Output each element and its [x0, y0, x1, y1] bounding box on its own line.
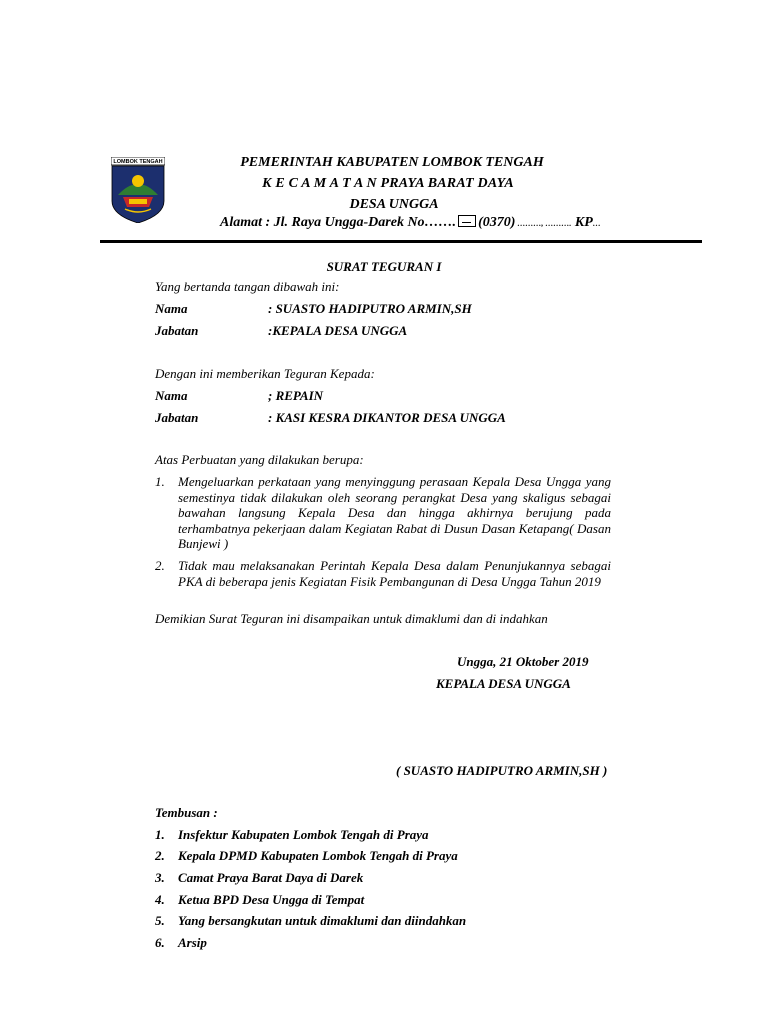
cc-text: Insfektur Kabupaten Lombok Tengah di Praya	[178, 827, 429, 842]
cc-label: Tembusan :	[155, 805, 218, 820]
reason-number: 2.	[155, 558, 165, 573]
cc-item	[155, 913, 466, 929]
cc-item	[155, 870, 363, 886]
header-divider	[100, 240, 702, 243]
reason-number: 1.	[155, 474, 165, 489]
intro-text: Yang bertanda tangan dibawah ini:	[155, 279, 340, 294]
signature-name: ( SUASTO HADIPUTRO ARMIN,SH )	[396, 763, 608, 778]
cc-number: 2.	[155, 848, 165, 863]
recipient-name-label: Nama	[155, 388, 188, 403]
signer-name-label: Nama	[155, 301, 188, 316]
signature-title: KEPALA DESA UNGGA	[436, 676, 571, 691]
reason-item	[155, 474, 611, 552]
cc-number: 6.	[155, 935, 165, 950]
phone-icon	[458, 215, 476, 227]
header-district: K E C A M A T A N PRAYA BARAT DAYA	[262, 176, 514, 191]
reason-text: Tidak mau melaksanakan Perintah Kepala Desa dalam Penunjukannya sebagai PKA di beberapa jenis Kegiatan Fisik Pembangunan di Desa Ungga Tahun 2019	[178, 558, 611, 589]
cc-number: 4.	[155, 892, 165, 907]
closing-text: Demikian Surat Teguran ini disampaikan untuk dimaklumi dan di indahkan	[155, 611, 548, 626]
cc-number: 1.	[155, 827, 165, 842]
logo-text: LOMBOK TENGAH	[113, 159, 163, 165]
letter-title: SURAT TEGURAN I	[326, 259, 442, 274]
address-phone: (0370)	[478, 215, 516, 230]
signer-position-value: :KEPALA DESA UNGGA	[268, 323, 408, 338]
reason-item	[155, 558, 611, 589]
recipient-name-value: ; REPAIN	[268, 388, 324, 403]
signer-name-value: : SUASTO HADIPUTRO ARMIN,SH	[268, 301, 472, 316]
address-postal-dots: …	[592, 219, 601, 228]
place-date: Ungga, 21 Oktober 2019	[457, 654, 589, 669]
cc-text: Camat Praya Barat Daya di Darek	[178, 870, 364, 885]
cc-text: Arsip	[178, 935, 207, 950]
address-postal: KP	[571, 215, 593, 230]
reason-text: Mengeluarkan perkataan yang menyinggung perasaan Kepala Desa Ungga yang semestinya tidak dilakukan oleh seorang perangkat Desa yang skaligus sebagai bawahan langsung Kepala Desa dan hingga akhirnya berujung pada terhambatnya pekerjaan dalam Kegiatan Rabat di Dusun Dasan Ketapang( Dasan Bunjewi )	[178, 474, 611, 551]
cc-number: 5.	[155, 913, 165, 928]
cc-item	[155, 892, 364, 908]
address-phone-dots: ………, ……….	[515, 219, 572, 228]
cc-item	[155, 848, 458, 864]
cc-text: Ketua BPD Desa Ungga di Tempat	[178, 892, 365, 907]
recipient-position-label: Jabatan	[155, 410, 199, 425]
signer-position-label: Jabatan	[155, 323, 199, 338]
cc-text: Kepala DPMD Kabupaten Lombok Tengah di Praya	[178, 848, 458, 863]
header-government: PEMERINTAH KABUPATEN LOMBOK TENGAH	[240, 155, 544, 170]
header-address	[220, 215, 601, 231]
recipient-intro: Dengan ini memberikan Teguran Kepada:	[155, 366, 375, 381]
header-village: DESA UNGGA	[349, 197, 439, 212]
address-street: Alamat : Jl. Raya Ungga-Darek No…….	[220, 215, 457, 230]
recipient-position-value: : KASI KESRA DIKANTOR DESA UNGGA	[268, 410, 506, 425]
reasons-intro: Atas Perbuatan yang dilakukan berupa:	[155, 452, 364, 467]
cc-text: Yang bersangkutan untuk dimaklumi dan diindahkan	[178, 913, 467, 928]
cc-item	[155, 827, 429, 843]
cc-number: 3.	[155, 870, 165, 885]
cc-item	[155, 935, 207, 951]
